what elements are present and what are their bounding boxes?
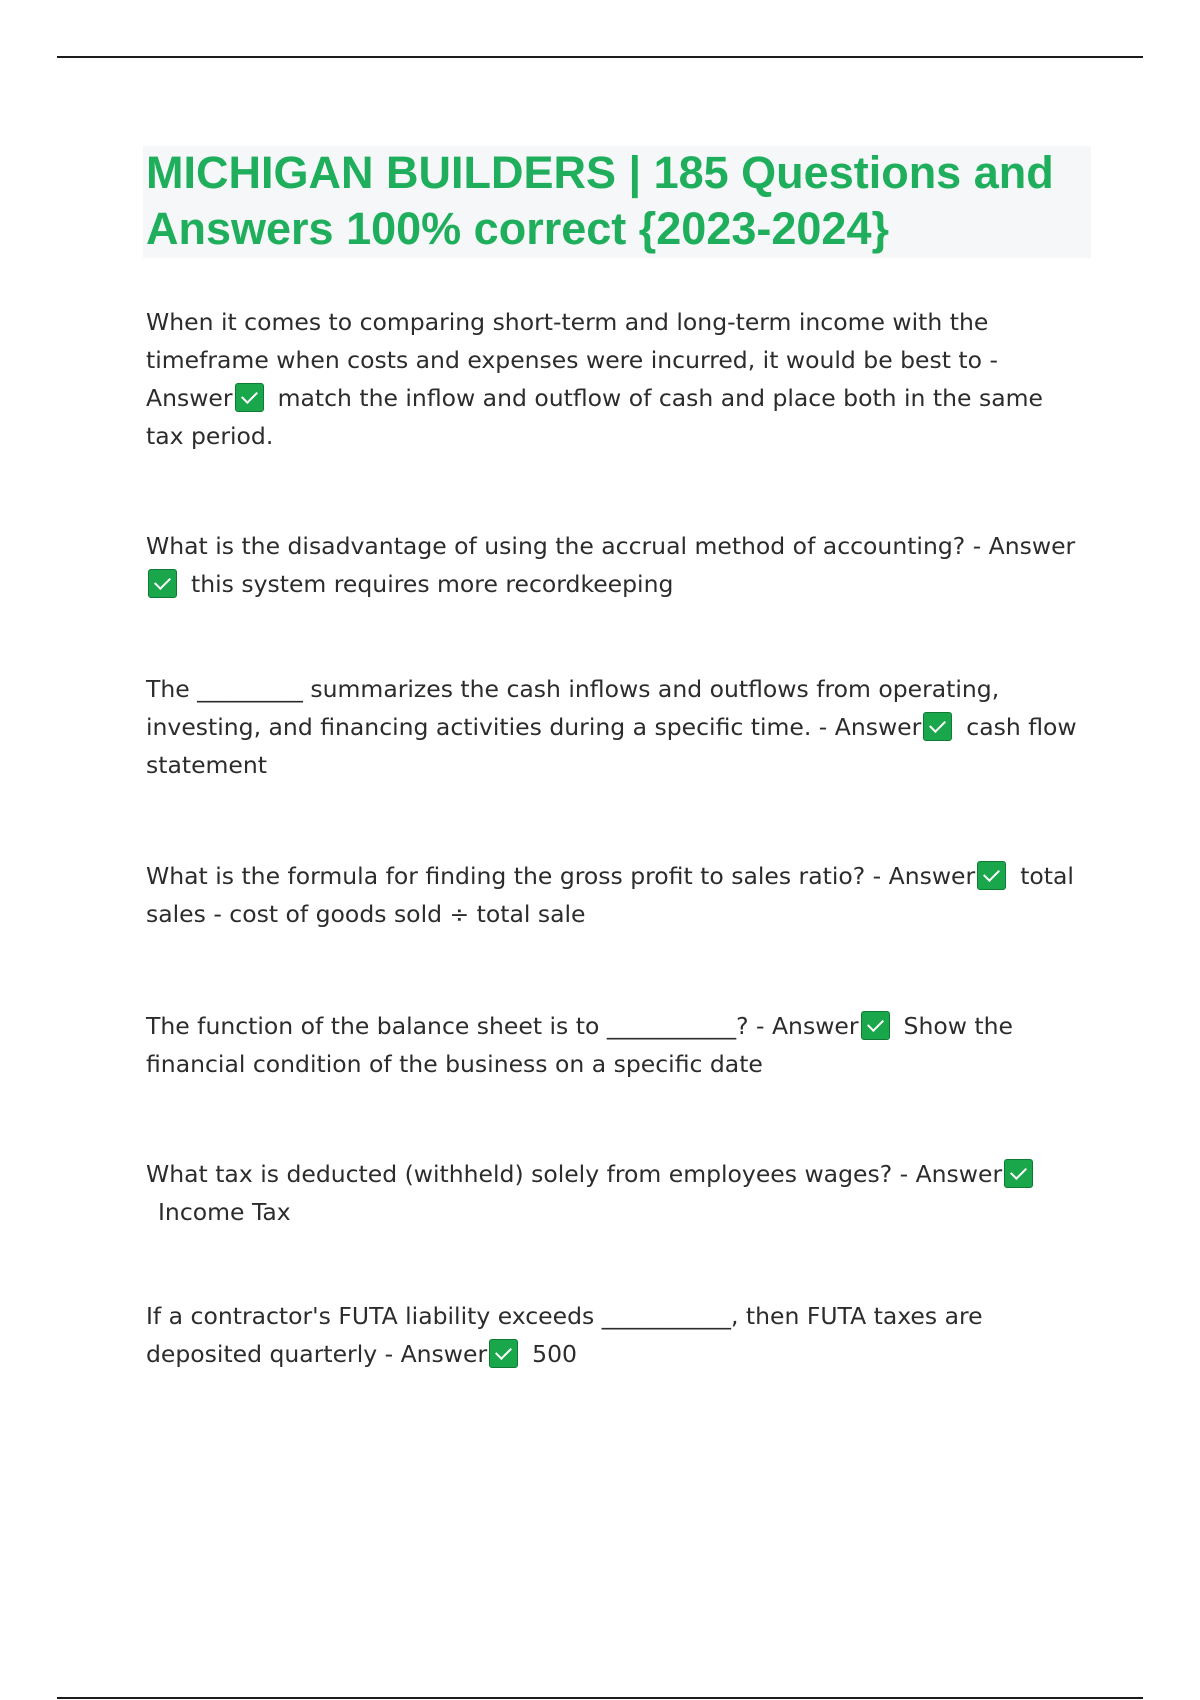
white-check-mark-icon	[489, 1339, 518, 1368]
question-text: If a contractor's FUTA liability exceeds ___________, then FUTA taxes are deposited quarterly - Answer	[146, 1302, 983, 1368]
question-text: What is the formula for finding the gross profit to sales ratio? - Answer	[146, 862, 976, 890]
answer-text: match the inflow and outflow of cash and place both in the same tax period.	[146, 384, 1043, 450]
qa-item	[146, 1297, 1086, 1373]
qa-item	[146, 303, 1086, 455]
answer-text: Show the financial condition of the business on a specific date	[146, 1012, 1013, 1078]
answer-text: cash flow statement	[146, 713, 1077, 779]
answer-text: 500	[532, 1340, 577, 1368]
qa-item	[146, 670, 1086, 784]
qa-item	[146, 857, 1086, 933]
white-check-mark-icon	[148, 569, 177, 598]
question-text: The _________ summarizes the cash inflows and outflows from operating, investing, and financing activities during a specific time. - Answer	[146, 675, 1000, 741]
answer-text: this system requires more recordkeeping	[191, 570, 674, 598]
question-text: What is the disadvantage of using the accrual method of accounting? - Answer	[146, 532, 1076, 560]
qa-item	[146, 527, 1086, 603]
document-title: MICHIGAN BUILDERS | 185 Questions and Answers 100% correct {2023-2024}	[146, 147, 1054, 254]
qa-item	[146, 1155, 1086, 1231]
qa-item	[146, 1007, 1086, 1083]
top-rule	[57, 56, 1143, 58]
bottom-rule	[57, 1697, 1143, 1699]
answer-text: total sales - cost of goods sold ÷ total sale	[146, 862, 1074, 928]
white-check-mark-icon	[923, 712, 952, 741]
white-check-mark-icon	[977, 861, 1006, 890]
question-text: When it comes to comparing short-term and long-term income with the timeframe when costs and expenses were incurred, it would be best to - Answer	[146, 308, 998, 412]
answer-text: Income Tax	[158, 1198, 291, 1226]
question-text: What tax is deducted (withheld) solely from employees wages? - Answer	[146, 1160, 1003, 1188]
white-check-mark-icon	[1004, 1159, 1033, 1188]
white-check-mark-icon	[861, 1011, 890, 1040]
question-text: The function of the balance sheet is to ___________? - Answer	[146, 1012, 859, 1040]
white-check-mark-icon	[235, 383, 264, 412]
